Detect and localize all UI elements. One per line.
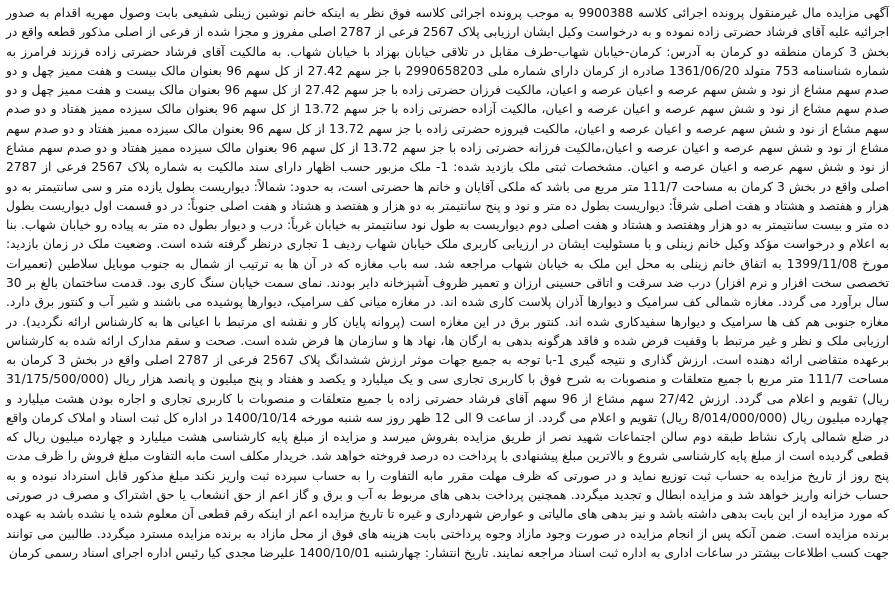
notice-body: آگهی مزایده مال غیرمنقول پرونده اجرائی کلاسه 9900388 به موجب پرونده اجرائی کلاسه فوق نظر به اینکه خانم نوشین زینلی شفیعی بابت وصول مهریه اقدام به صدور اجرائیه علیه آقای فرشاد حضرتی زاده نموده و به درخواست وکیل ایشان ارزیابی پلاک 2567 فرعی از 2787 اصلی مفروز و مجزا شده از فرعی از اصلی مذکور قطعه واقع در بخش 3 کرمان منطقه دو کرمان به آدرس: کرمان-خیابان شهاب-طرف مقابل در تلاقی خیابان بهزاد با خیابان شهاب. به مالکیت آقای فرشاد حضرتی زاده فرزند فرامرز به شماره شناسنامه 753 متولد 1361/06/20 صادره از کرمان دارای شماره ملی 2990658203 با جز سهم 27.42 از کل سهم 96 بعنوان مالک بیست و هفت ممیز چهل و دو صدم سهم مشاع از نود و شش سهم عرصه و اعیان عرصه و اعیان، مالکیت فرزان حضرتی زاده با جز سهم 27.42 از کل سهم 96 بعنوان مالک بیست و هفت ممیز چهل و دو صدم سهم مشاع از نود و شش سهم عرصه و اعیان عرصه و اعیان، مالکیت آزاده حضرتی زاده با جز سهم 13.72 از کل سهم 96 بعنوان مالک سیزده ممیز هفتاد و دو صدم سهم مشاع از نود و شش سهم عرصه و اعیان عرصه و اعیان، مالکیت فیروزه حضرتی زاده با جز سهم 13.72 از کل سهم 96 بعنوان مالک سیزده ممیز هفتاد و دو صدم سهم مشاع از نود و شش سهم عرصه و اعیان عرصه و اعیان،مالکیت فرزانه حضرتی زاده با جز سهم 13.72 از کل سهم 96 بعنوان مالک سیزده ممیز هفتاد و دو صدم سهم مشاع از نود و شش سهم عرصه و اعیان عرصه و اعیان. مشخصات ثبتی ملک بازدید شده: 1- ملک مزبور حسب اظهار دارای سند مالکیت به شماره پلاک 2567 فرعی از 2787 اصلی واقع در بخش 3 کرمان به مساحت 111/7 متر مربع می باشد که ملکی آقایان و خانم ها حضرتی است، به حدود: شمالاً: دیواریست بطول یازده متر و سی سانتیمتر به دو هزار و هفتصد و هشتاد و هفت اصلی شرقاً: دیواریست بطول ده متر و نود و پنج سانتیمتر به دو هزار و هفتصد و هشتاد و هفت اصلی جنوباً: در دو قسمت اول دیواریست بطول ده متر و بیست سانتیمتر به دو هزار وهفتصد و هشتاد و هفت اصلی دوم دیواریست به طول نود سانتیمتر به خیابان غرباً: درب و دیوار بطول ده متر به پیاده رو خیابان شهاب. بنا به اعلام و درخواست مؤکد وکیل خانم زینلی و با مسئولیت ایشان در ارزیابی کاربری ملک خیابان شهاب ردیف 1 تجاری درنظر گرفته شده است. وضعیت ملک در زمان بازدید: مورخ 1399/11/08 به اتفاق خانم زینلی به محل این ملک به خیابان شهاب مراجعه شد. سه باب مغازه که در آن ها به ترتیب از شمال به جنوب موبایل سلاطین (تعمیرات تخصصی سخت افزار و نرم افزار) درب ضد سرقت و اتاقی حسینی ارزان و تعمیر ظروف آشپزخانه دایر بودند. نمای سمت خیابان سنگ کاری بود. قدمت ساختمان بالغ بر 30 سال برآورد می گردد. مغازه شمالی کف سرامیک و دیوارها آذران پلاست کاری شده اند. در مغازه میانی کف سرامیک، دیوارها پوشیده می باشند و شیر آب و کنتور برق دارد. مغازه جنوبی هم کف ها سرامیک و دیوارها سفیدکاری شده اند. کنتور برق در این مغازه است (پروانه پایان کار و نقشه ای مرتبط با اعیانی ها به کارشناس ارائه نگردید). در ارزیابی ملک و نظر و غیر مرتبط با وقفیت فرض شده و فاقد هرگونه بدهی به ارگان ها، نهاد ها و سازمان ها فرض شده است. صحت و سقم مدارک ارائه شده به کارشناس برعهده متقاضی ارائه دهنده است. ارزش گذاری و نتیجه گیری 1-با توجه به جمیع جهات موثر ارزش ششدانگ پلاک 2567 فرعی از 2787 اصلی واقع در بخش 3 کرمان به مساحت 111/7 متر مربع با جمیع متعلقات و منصوبات به شرح فوق با کاربری تجاری سی و یک میلیارد و یکصد و هفتاد و پنج میلیون و پانصد هزار ریال (31/175/500/000 ریال) تقویم و اعلام می گردد. ارزش 27/42 سهم مشاع از 96 سهم آقای فرشاد حضرتی زاده با جمیع متعلقات و منصوبات با کاربری تجاری و اجاره بودن هشت میلیارد و چهارده میلیون ریال (8/014/000/000 ریال) تقویم و اعلام می گردد. از ساعت 9 الی 12 ظهر روز سه شنبه مورخه 1400/10/14 در اداره کل ثبت اسناد و املاک کرمان واقع در ضلع شمالی پارک نشاط طبقه دوم سالن اجتماعات شهید نصر از طریق مزایده بفروش میرسد و مزایده از مبلغ پایه کارشناسی هشت میلیارد و چهارده میلیون ریال که قطعی گردیده است از مبلغ پایه کارشناسی شروع و بالاترین مبلغ پیشنهادی با پرداخت ده درصد فروخته خواهد شد. خریدار مکلف است مابه التفاوت مبلغ فروش را ظرف مدت پنج روز از تاریخ مزایده به حساب ثبت توزیع نماید و در صورتی که ظرف مهلت مقرر مابه التفاوت را به حساب سپرده ثبت واریز نکند مبلغ مذکور قابل استرداد نبوده و به حساب خزانه واریز خواهد شد و مزایده ابطال و تجدید میگردد. همچنین پرداخت بدهی های مربوط به آب و برق و گاز اعم از حق انشعاب یا حق اشتراک و مصرف در صورتی که مورد مزایده از این بابت بدهی داشته باشد و نیز بدهی های مالیاتی و عوارض شهرداری و غیره تا تاریخ مزایده اعم از اینکه رقم قطعی آن معلوم شده یا نشده باشد به عهده برنده مزایده است. ضمن آنکه پس از انجام مزایده در صورت وجود مازاد وجوه پرداختی بابت هزینه های فوق از محل مازاد به برنده مزایده مسترد میگردد. طالبین می توانند جهت کسب اطلاعات بیشتر در ساعات اداری به اداره ثبت اسناد مراجعه نمایند. تاریخ انتشار: چهارشنبه 1400/10/01 علیرضا مجدی کیا رئیس اداره اجرای اسناد رسمی کرمان (6, 6, 890, 560)
